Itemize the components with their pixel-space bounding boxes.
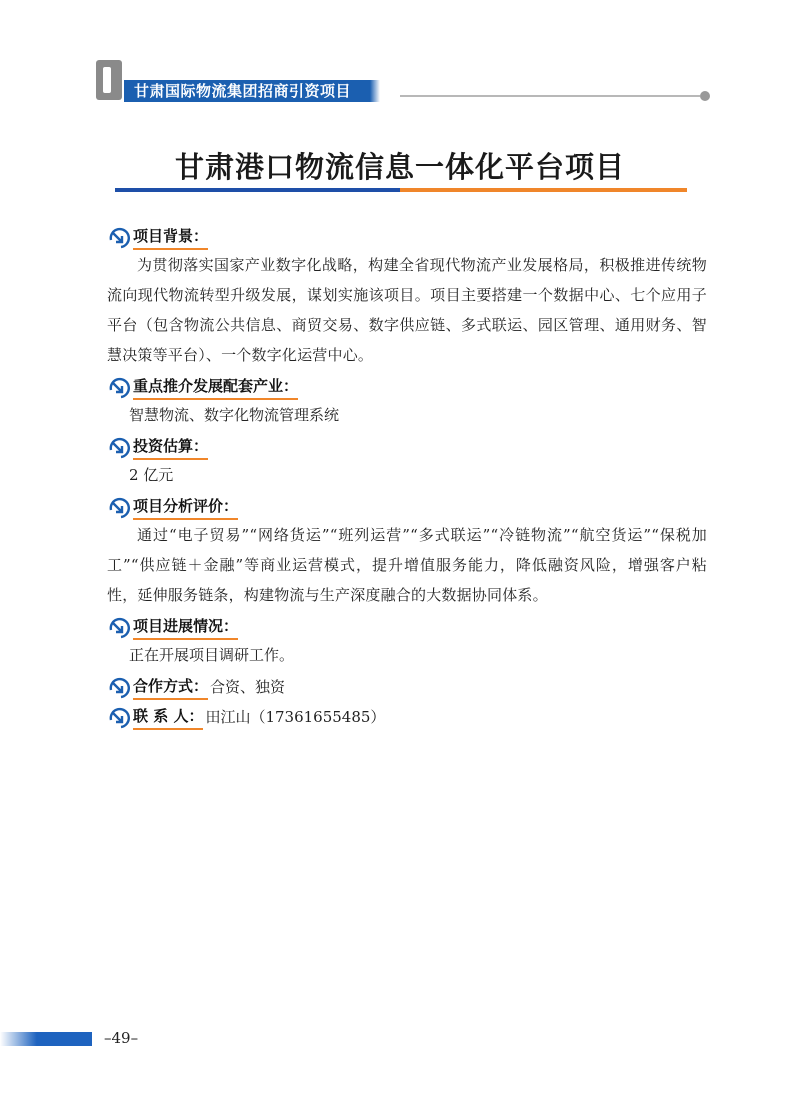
section-label: 合作方式： (133, 677, 208, 700)
arrow-circle-icon (107, 616, 131, 640)
investment-text: 2 亿元 (129, 466, 174, 484)
chapter-letter-icon (96, 60, 122, 100)
arrow-circle-icon (107, 496, 131, 520)
arrow-circle-icon (107, 226, 131, 250)
header-rule (400, 95, 700, 97)
content-body (107, 226, 707, 730)
page-number: –49– (104, 1029, 139, 1047)
arrow-circle-icon (107, 676, 131, 700)
section-label: 投资估算： (133, 437, 208, 460)
section-heading-industry (107, 376, 707, 400)
industry-text: 智慧物流、数字化物流管理系统 (129, 406, 340, 424)
cooperation-text: 合资、独资 (210, 677, 286, 696)
page-title: 甘肃港口物流信息一体化平台项目 (174, 150, 625, 184)
section-heading-analysis (107, 496, 707, 520)
contact-text: 田江山（17361655485） (205, 707, 386, 726)
section-heading-progress (107, 616, 707, 640)
section-label: 项目背景： (133, 227, 208, 250)
section-heading-contact (107, 706, 707, 730)
section-label: 项目分析评价： (133, 497, 238, 520)
section-heading-background (107, 226, 707, 250)
header-band: 甘肃国际物流集团招商引资项目 (124, 80, 370, 102)
title-rule-orange (400, 188, 687, 192)
arrow-circle-icon (107, 376, 131, 400)
arrow-circle-icon (107, 706, 131, 730)
section-heading-investment (107, 436, 707, 460)
header-dot-icon (700, 91, 710, 101)
section-label: 项目进展情况： (133, 617, 238, 640)
footer-bar (0, 1032, 92, 1046)
title-rule-blue (115, 188, 400, 192)
section-label: 联 系 人： (133, 707, 203, 730)
section-heading-cooperation (107, 676, 707, 700)
analysis-text: 通过“电子贸易”“网络货运”“班列运营”“多式联运”“冷链物流”“航空货运”“保税加工”“供应链＋金融”等商业运营模式，提升增值服务能力，降低融资风险，增强客户粘性，延伸服务链条，构建物流与生产深度融合的大数据协同体系。 (107, 526, 707, 604)
background-text: 为贯彻落实国家产业数字化战略，构建全省现代物流产业发展格局，积极推进传统物流向现代物流转型升级发展，谋划实施该项目。项目主要搭建一个数据中心、七个应用子平台（包含物流公共信息、商贸交易、数字供应链、多式联运、园区管理、通用财务、智慧决策等平台）、一个数字化运营中心。 (107, 256, 707, 364)
section-label: 重点推介发展配套产业： (133, 377, 298, 400)
arrow-circle-icon (107, 436, 131, 460)
progress-text: 正在开展项目调研工作。 (129, 646, 295, 664)
